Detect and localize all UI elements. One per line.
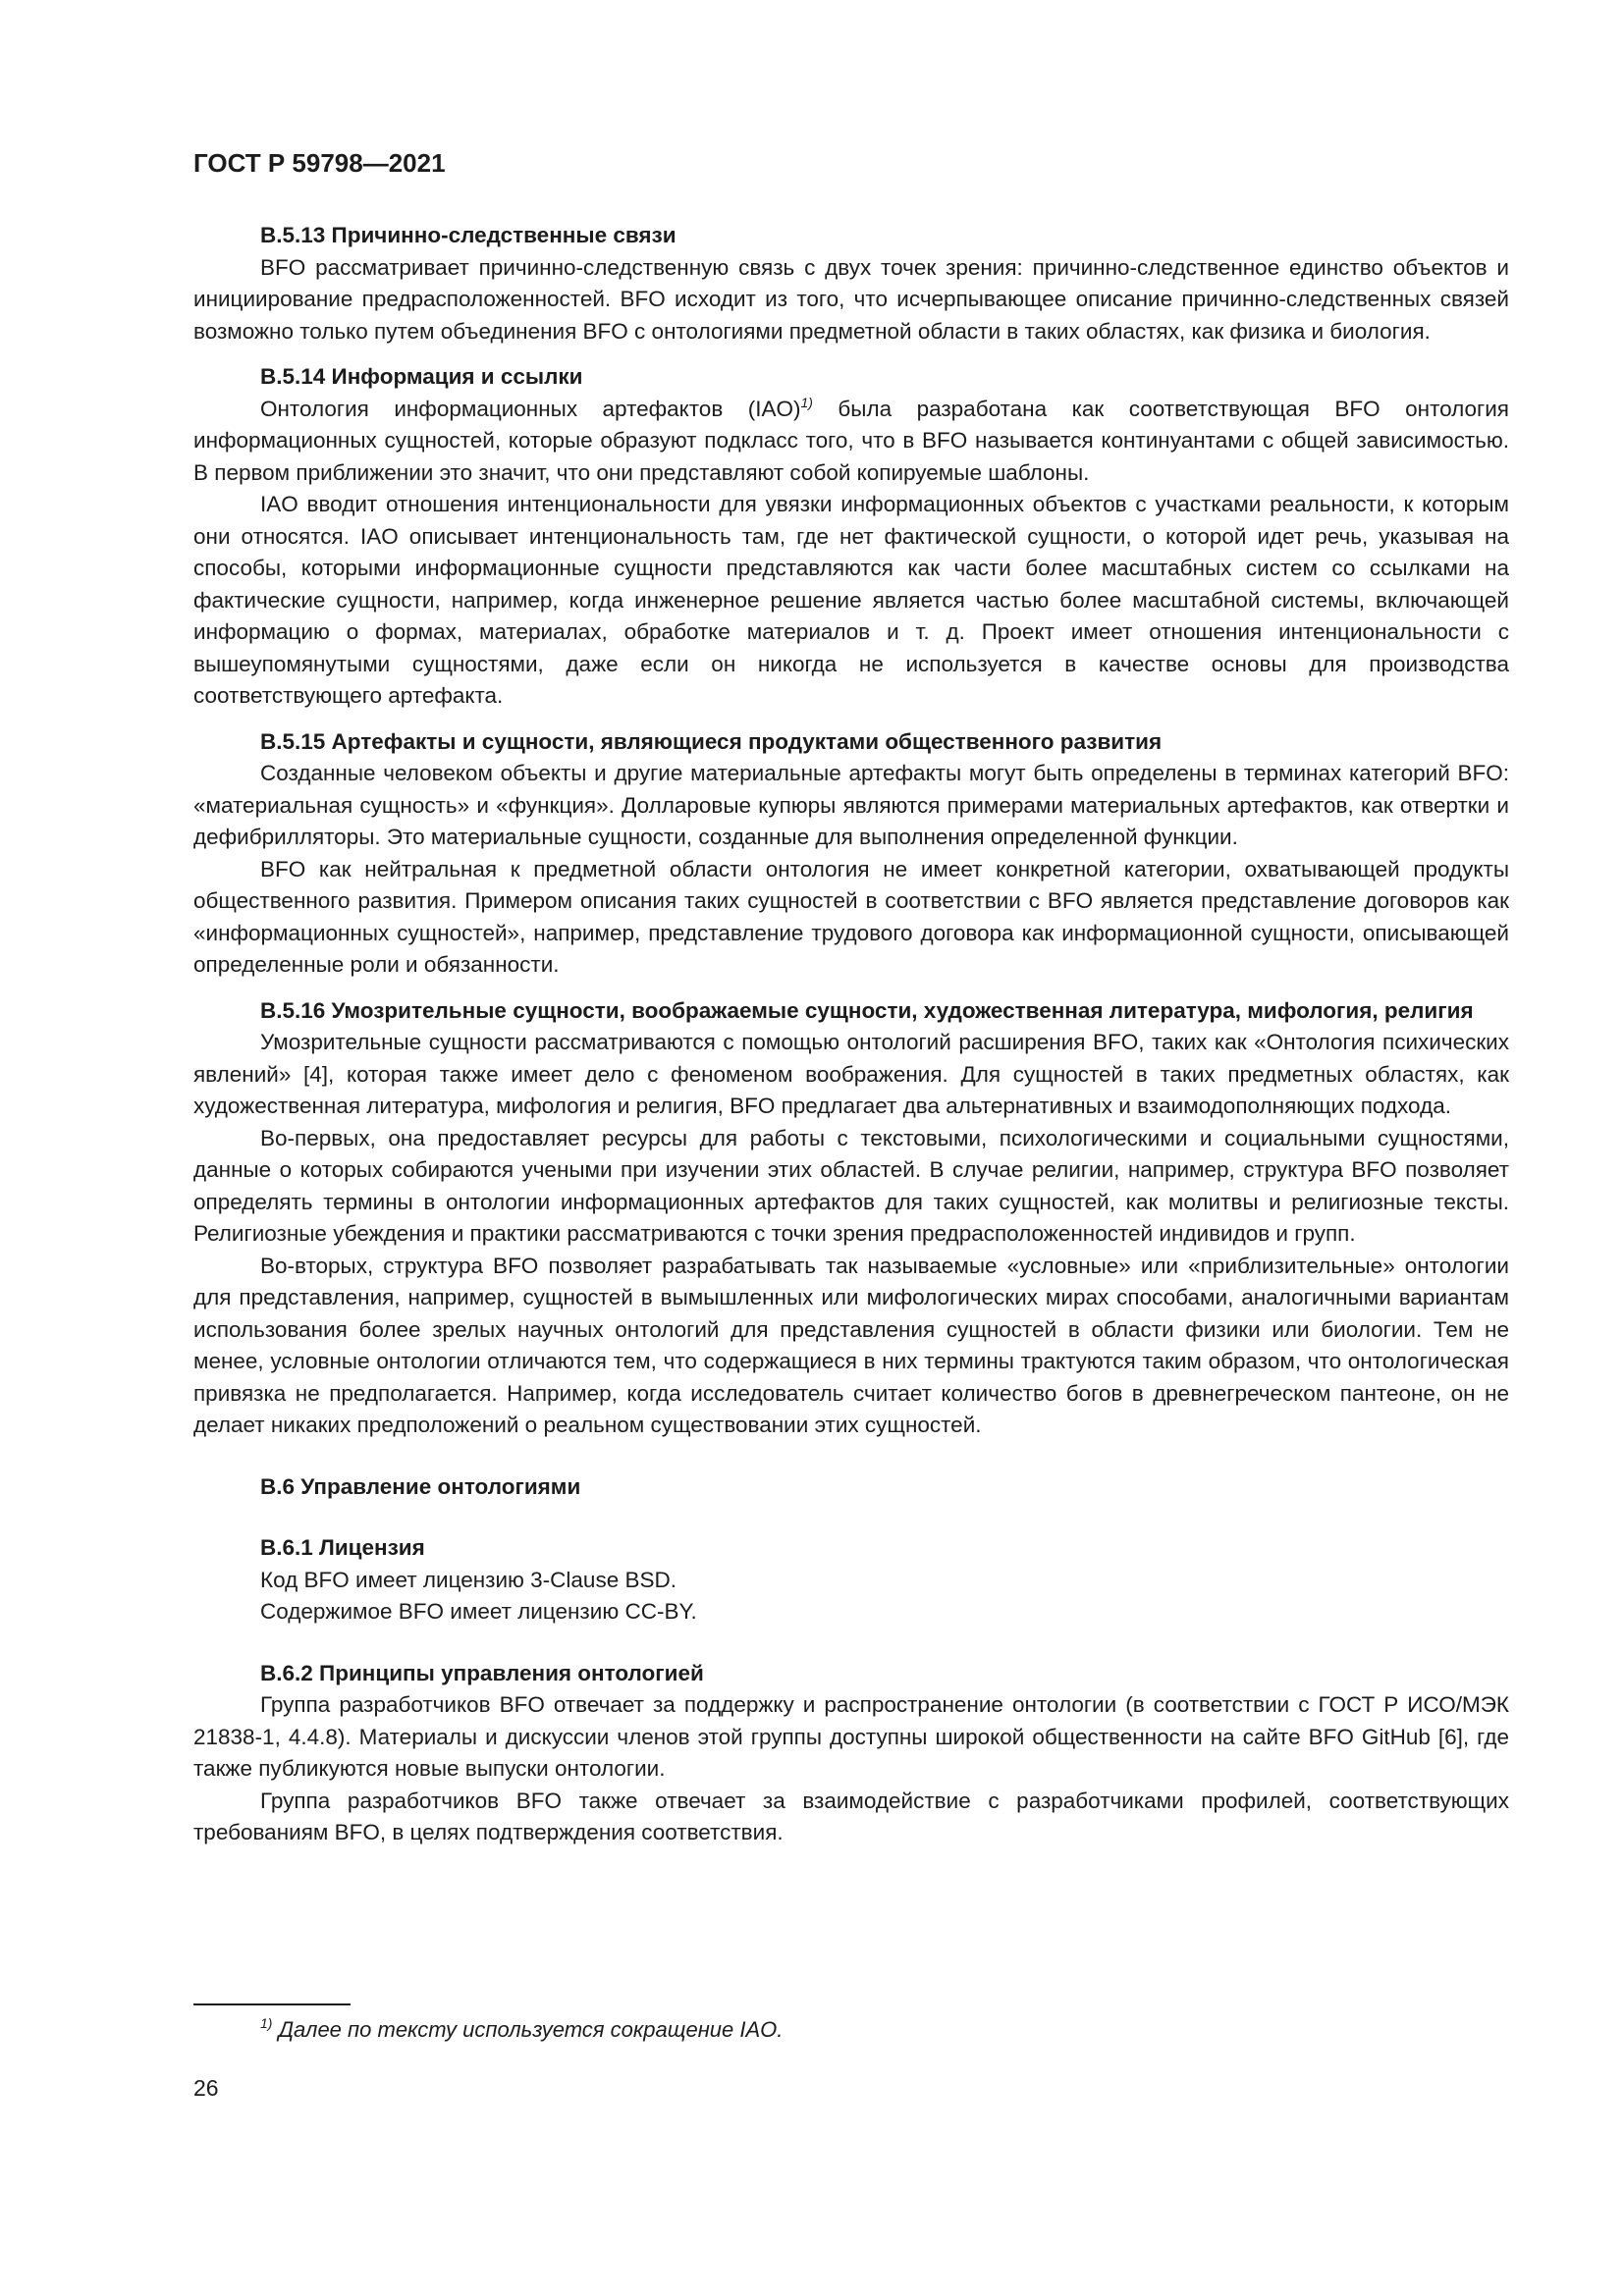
paragraph-text: Онтология информационных артефактов (IAO) [260,396,801,421]
paragraph: Содержимое BFO имеет лицензию CC-BY. [260,1599,697,1624]
paragraph-text: была разработана как соответствующая BFO онтология информационных сущностей, которые образуют подкласс того, что в BFO называется континуантами с общей зависимостью. В первом приближении это значит, что они представляют собой копируемые шаблоны. [193,396,1509,485]
paragraph: Группа разработчиков BFO также отвечает за взаимодействие с разработчиками профилей, соответствующих требованиям BFO, в целях подтверждения соответствия. [193,1788,1509,1844]
paragraph: Умозрительные сущности рассматриваются с помощью онтологий расширения BFO, таких как «Онтология психических явлений» [4], которая также имеет дело с феноменом воображения. Для сущностей в таких предметных областях, как художественная литература, мифология и религия, BFO предлагает два альтернативных и взаимодополняющих подхода. [193,1030,1509,1118]
section-heading: В.5.14 Информация и ссылки [260,364,583,389]
paragraph: Во-вторых, структура BFO позволяет разрабатывать так называемые «условные» или «приблизительные» онтологии для представления, например, сущностей в вымышленных или мифологических мирах способами, аналогичными вариантам использования более зрелых научных онтологий для представления сущностей в области физики или биологии. Тем не менее, условные онтологии отличаются тем, что содержащиеся в них термины трактуются таким образом, что онтологическая привязка не предполагается. Например, когда исследователь считает количество богов в древнегреческом пантеоне, он не делает никаких предположений о реальном существовании этих сущностей. [193,1253,1509,1437]
section-b61 [193,1532,1509,1629]
section-heading: В.6.1 Лицензия [260,1535,425,1560]
section-b6 [193,1471,1509,1504]
footnote-marker: 1) [260,2015,273,2031]
paragraph: BFO рассматривает причинно-следственную связь с двух точек зрения: причинно-следственное единство объектов и инициирование предрасположенностей. BFO исходит из того, что исчерпывающее описание причинно-следственных связей возможно только путем объединения BFO с онтологиями предметной области в таких областях, как физика и биология. [193,254,1509,344]
section-heading: В.5.16 Умозрительные сущности, воображаемые сущности, художественная литература, мифология, религия [260,997,1474,1023]
section-b516 [193,995,1509,1442]
footnote-divider [193,2003,351,2005]
page-number: 26 [193,2075,219,2101]
paragraph [193,394,1509,490]
footnote [260,2014,1438,2046]
section-heading: В.6 Управление онтологиями [260,1473,581,1499]
section-b62 [193,1658,1509,1849]
footnote-marker: 1) [800,394,813,410]
paragraph: Код BFO имеет лицензию 3-Clause BSD. [260,1567,677,1592]
section-heading: В.6.2 Принципы управления онтологией [260,1660,704,1685]
section-heading: В.5.15 Артефакты и сущности, являющиеся продуктами общественного развития [260,728,1163,754]
footnote-text: Далее по тексту используется сокращение IAO. [272,2017,784,2042]
section-b514 [193,361,1509,713]
document-body [193,220,1509,1849]
paragraph: Созданные человеком объекты и другие материальные артефакты могут быть определены в терминах категорий BFO: «материальная сущность» и «функция». Долларовые купюры являются примерами материальных артефактов, как отвертки и дефибрилляторы. Это материальные сущности, созданные для выполнения определенной функции. [193,761,1509,849]
section-heading: В.5.13 Причинно-следственные связи [260,223,677,247]
paragraph: IAO вводит отношения интенциональности для увязки информационных объектов с участками реальности, к которым они относятся. IAO описывает интенциональность там, где нет фактической сущности, о которой идет речь, указывая на способы, которыми информационные сущности представляются как части более масштабных систем со ссылками на фактические сущности, например, когда инженерное решение является частью более масштабной системы, включающей информацию о формах, материалах, обработке материалов и т. д. Проект имеет отношения интенциональности с вышеупомянутыми сущностями, даже если он никогда не используется в качестве основы для производства соответствующего артефакта. [193,492,1509,708]
section-b515 [193,726,1509,982]
document-header: ГОСТ Р 59798—2021 [193,148,446,178]
section-b513 [193,220,1509,347]
paragraph: Во-первых, она предоставляет ресурсы для работы с текстовыми, психологическими и социальными сущностями, данные о которых собираются учеными при изучении этих областей. В случае религии, например, структура BFO позволяет определять термины в онтологии информационных артефактов для таких сущностей, как молитвы и религиозные тексты. Религиозные убеждения и практики рассматриваются с точки зрения предрасположенностей индивидов и групп. [193,1125,1509,1246]
paragraph: Группа разработчиков BFO отвечает за поддержку и распространение онтологии (в соответствии с ГОСТ Р ИСО/МЭК 21838-1, 4.4.8). Материалы и дискуссии членов этой группы доступны широкой общественности на сайте BFO GitHub [6], где также публикуются новые выпуски онтологии. [193,1692,1509,1781]
paragraph: BFO как нейтральная к предметной области онтология не имеет конкретной категории, охватывающей продукты общественного развития. Примером описания таких сущностей в соответствии с BFO является представление договоров как «информационных сущностей», например, представление трудового договора как информационной сущности, описывающей определенные роли и обязанности. [193,856,1509,977]
